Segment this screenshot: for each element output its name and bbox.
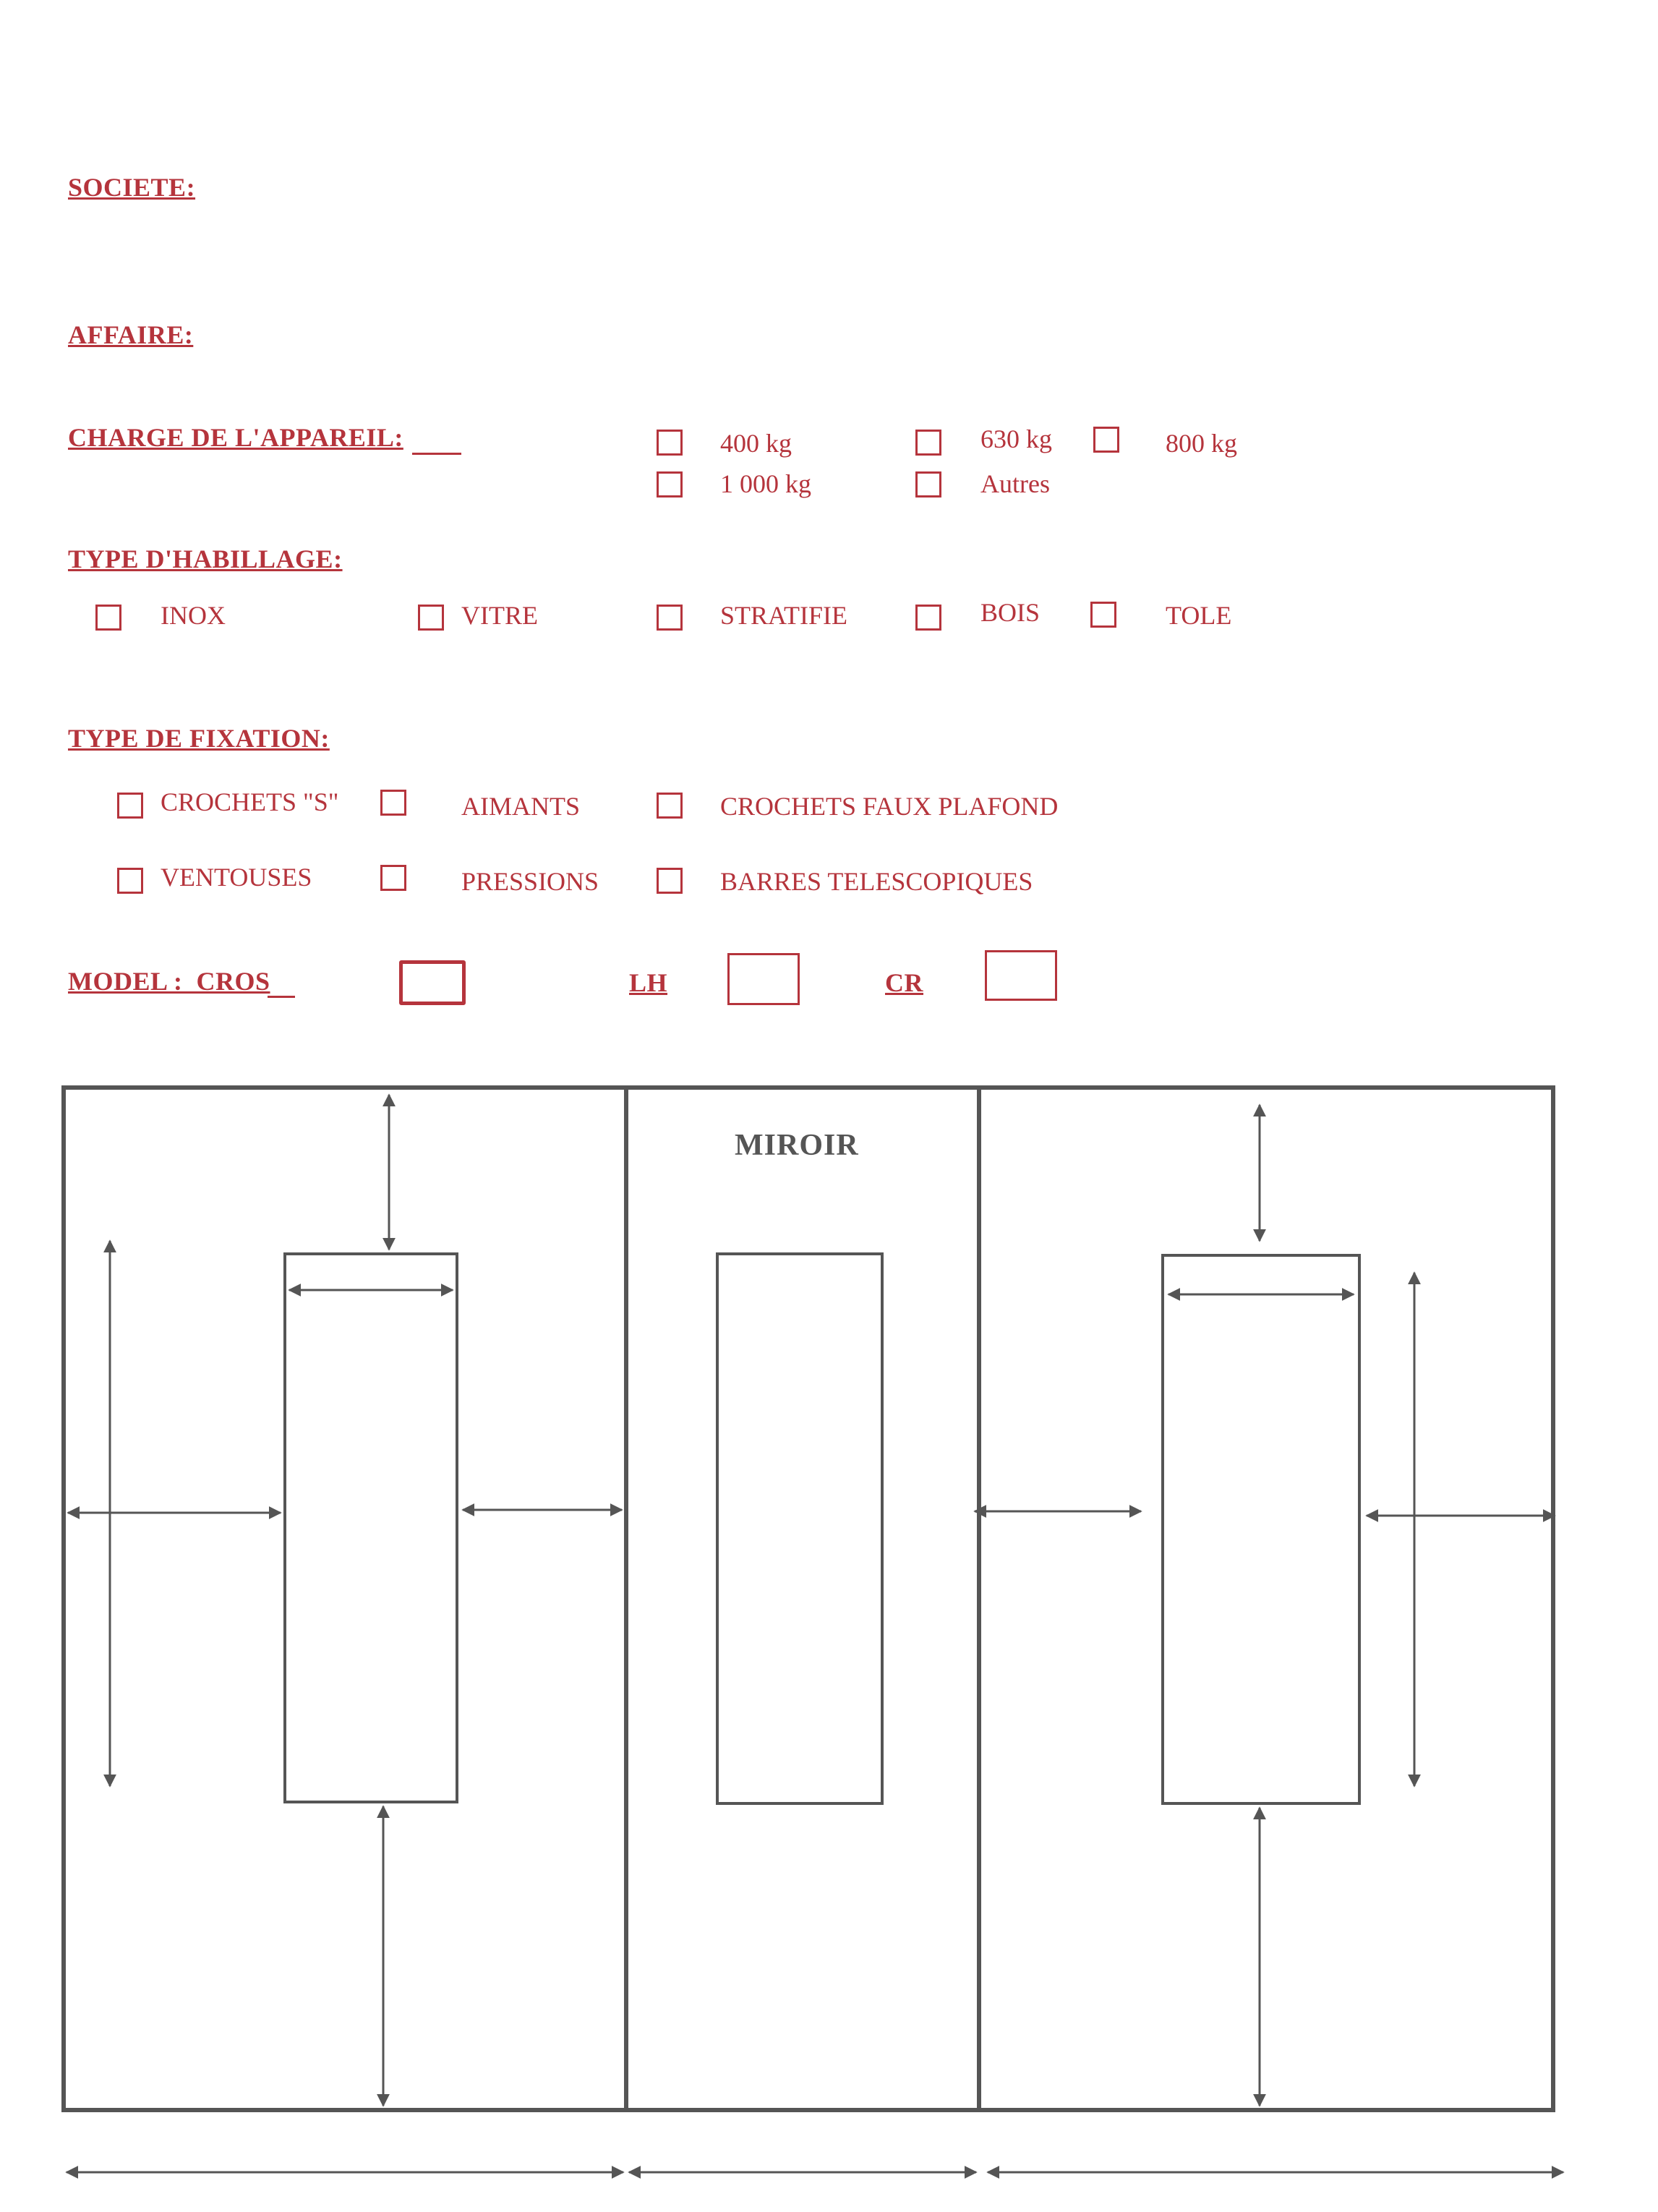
lh-label: LH [629,968,668,997]
diagram-outer-frame [64,1088,1553,2110]
right-panel-rect [1163,1255,1359,1803]
option-aimants: AIMANTS [461,792,581,821]
option-vitre: VITRE [461,601,538,630]
cr-label: CR [885,968,923,997]
option-tole: TOLE [1166,601,1232,630]
charge-label: CHARGE DE L'APPAREIL: [68,423,403,452]
model-label: MODEL : CROS [68,967,270,996]
left-panel-rect [285,1254,457,1802]
habillage-label: TYPE D'HABILLAGE: [68,545,343,573]
option-stratifie: STRATIFIE [720,601,848,630]
societe-label: SOCIETE: [68,173,196,202]
option-800kg: 800 kg [1166,429,1237,458]
option-630kg: 630 kg [980,424,1052,453]
affaire-label: AFFAIRE: [68,320,194,349]
option-inox: INOX [161,601,226,630]
option-bois: BOIS [980,598,1040,627]
option-1000kg: 1 000 kg [720,469,811,498]
center-panel-rect [717,1254,882,1803]
option-pressions: PRESSIONS [461,867,599,896]
option-crochets-faux-plafond: CROCHETS FAUX PLAFOND [720,792,1059,821]
option-400kg: 400 kg [720,429,792,458]
option-ventouses: VENTOUSES [161,863,312,892]
option-autres: Autres [980,469,1050,498]
fixation-label: TYPE DE FIXATION: [68,724,330,753]
miroir-title: MIROIR [735,1129,859,1162]
option-crochets-s: CROCHETS "S" [161,787,339,816]
option-barres-telescopiques: BARRES TELESCOPIQUES [720,867,1033,896]
